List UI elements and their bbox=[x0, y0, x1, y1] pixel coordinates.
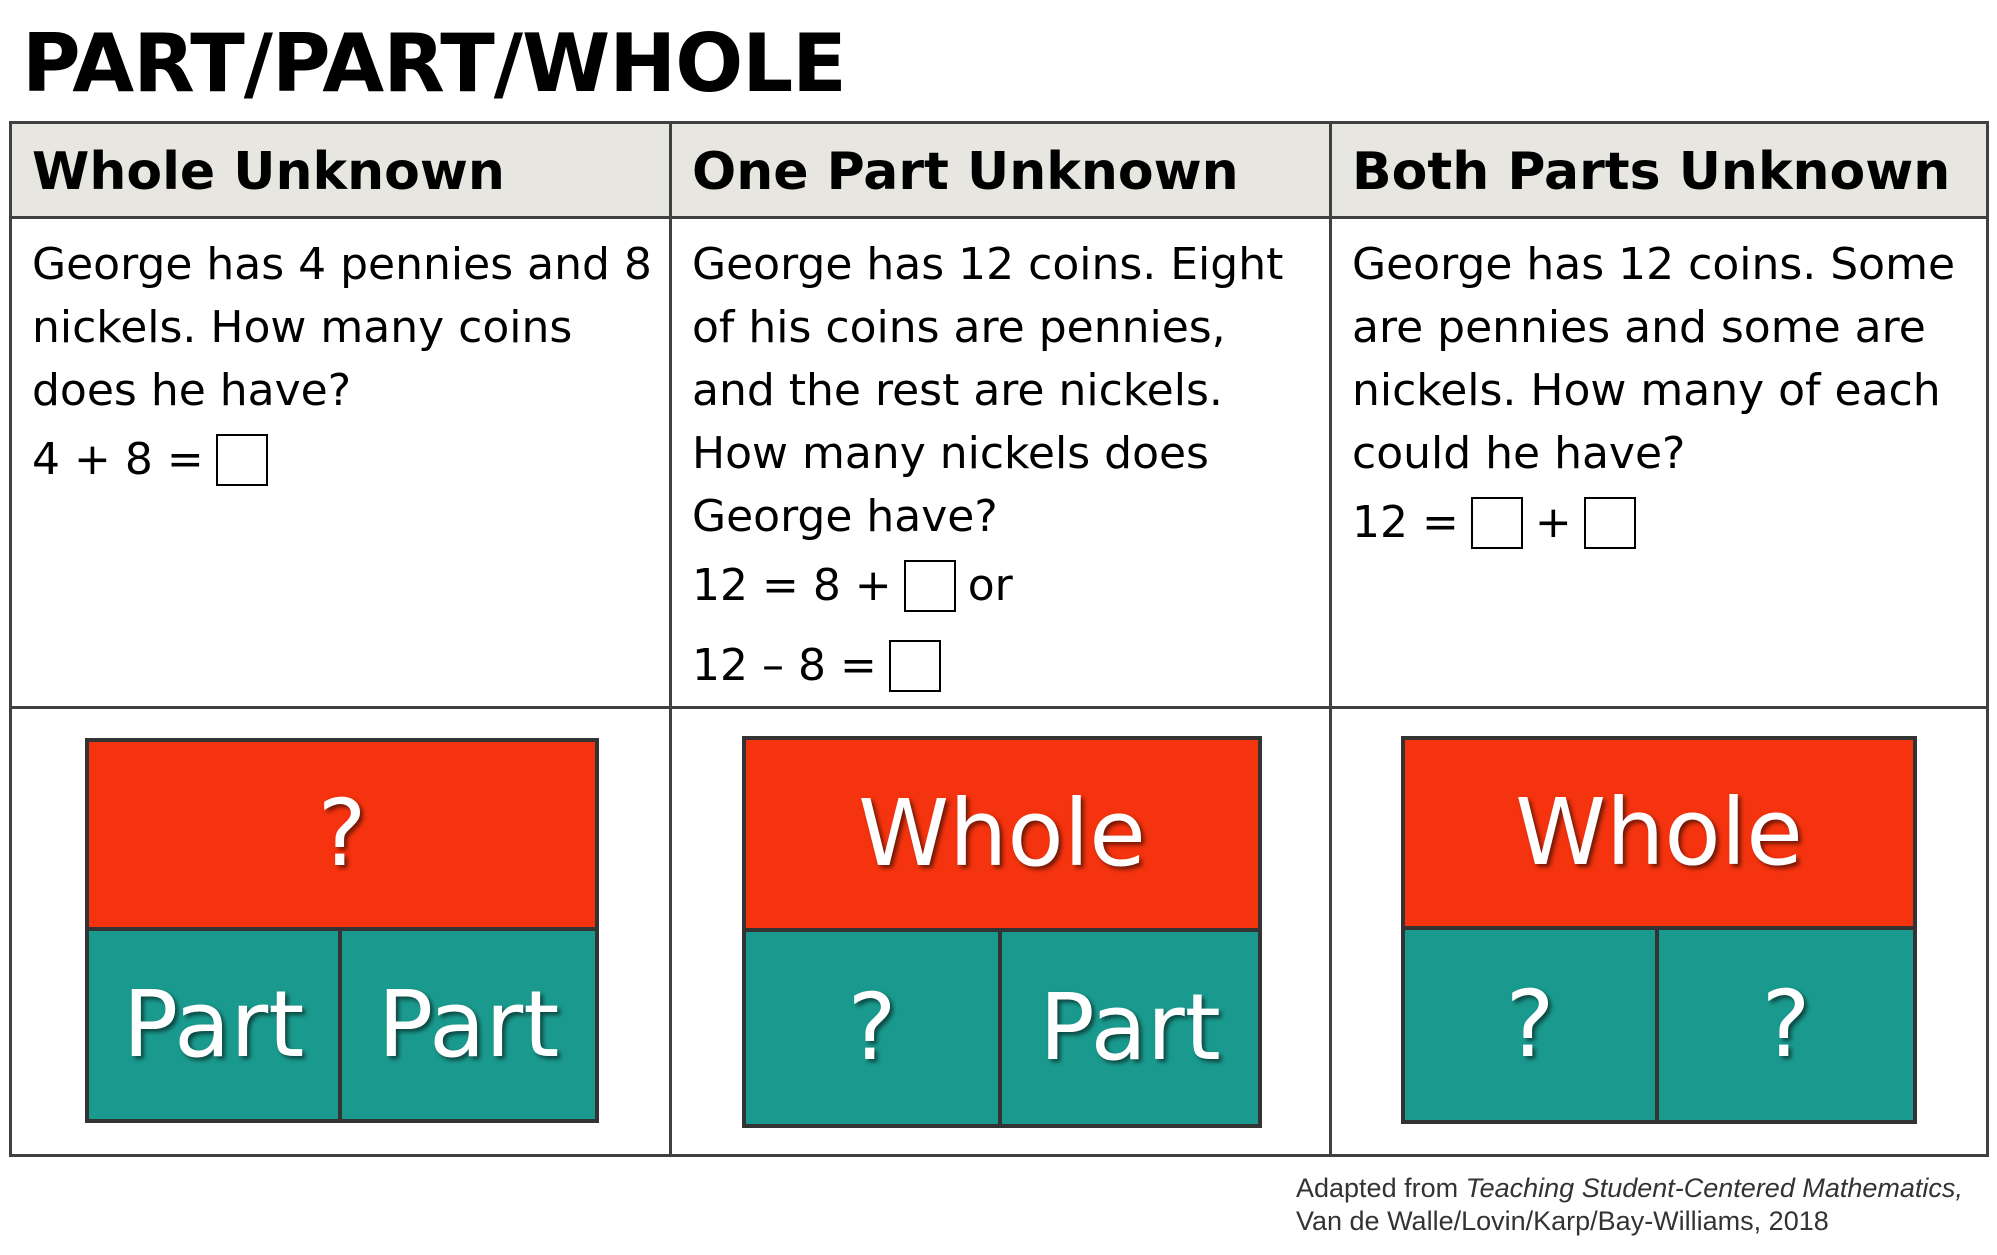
problem-cell-one-part-unknown bbox=[672, 219, 1332, 709]
part-label: Part bbox=[1039, 974, 1221, 1081]
answer-box bbox=[1471, 497, 1523, 549]
equation-text: 12 = 8 + bbox=[692, 560, 892, 611]
answer-box bbox=[216, 434, 268, 486]
equation bbox=[692, 638, 1313, 694]
part-label: ? bbox=[1505, 971, 1555, 1078]
bar-model-diagram bbox=[85, 738, 599, 1123]
part-bar-left bbox=[89, 931, 342, 1120]
answer-box bbox=[904, 560, 956, 612]
answer-box bbox=[1584, 497, 1636, 549]
column-heading: Both Parts Unknown bbox=[1352, 142, 1951, 202]
whole-bar bbox=[1405, 740, 1913, 930]
equation bbox=[32, 432, 653, 488]
part-bar-left bbox=[1405, 930, 1659, 1120]
whole-bar bbox=[89, 742, 595, 931]
equation bbox=[692, 558, 1313, 614]
credit-authors: Van de Walle/Lovin/Karp/Bay-Williams, 2018 bbox=[1296, 1206, 1829, 1236]
equation-text: 12 = bbox=[1352, 497, 1459, 548]
part-bar-right bbox=[1002, 932, 1258, 1124]
part-part-whole-table bbox=[9, 121, 1989, 1157]
whole-bar bbox=[746, 740, 1258, 932]
diagram-cell-both-parts-unknown bbox=[1332, 709, 1986, 1154]
equation-plus: + bbox=[1534, 497, 1572, 548]
part-label: ? bbox=[847, 974, 897, 1081]
page-title: PART/PART/WHOLE bbox=[22, 17, 846, 110]
credit-prefix: Adapted from bbox=[1296, 1173, 1459, 1203]
problem-cell-both-parts-unknown bbox=[1332, 219, 1986, 709]
diagram-cell-whole-unknown bbox=[12, 709, 672, 1154]
header-one-part-unknown bbox=[672, 124, 1332, 219]
part-label: ? bbox=[1761, 971, 1811, 1078]
part-label: Part bbox=[377, 970, 560, 1078]
header-both-parts-unknown bbox=[1332, 124, 1986, 219]
whole-label: Whole bbox=[858, 780, 1146, 887]
problem-text: George has 12 coins. Some are pennies and some are nickels. How many of each could he have? bbox=[1352, 239, 1956, 479]
part-bar-right bbox=[1659, 930, 1913, 1120]
equation-connector: or bbox=[967, 560, 1013, 611]
part-bar-right bbox=[342, 931, 595, 1120]
problem-text: George has 4 pennies and 8 nickels. How many coins does he have? bbox=[32, 239, 652, 416]
credit-book-title: Teaching Student-Centered Mathematics, bbox=[1465, 1173, 1963, 1203]
column-heading: Whole Unknown bbox=[32, 142, 505, 202]
problem-text: George has 12 coins. Eight of his coins are pennies, and the rest are nickels. How many nickels does George have? bbox=[692, 239, 1284, 542]
answer-box bbox=[889, 640, 941, 692]
bar-model-diagram bbox=[742, 736, 1262, 1128]
part-bar-left bbox=[746, 932, 1002, 1124]
part-label: Part bbox=[122, 970, 305, 1078]
problem-cell-whole-unknown bbox=[12, 219, 672, 709]
header-whole-unknown bbox=[12, 124, 672, 219]
source-credit bbox=[1296, 1172, 1986, 1238]
equation-text: 12 – 8 = bbox=[692, 640, 877, 691]
whole-label: Whole bbox=[1515, 779, 1803, 886]
equation bbox=[1352, 495, 1970, 551]
bar-model-diagram bbox=[1401, 736, 1917, 1124]
whole-label: ? bbox=[317, 780, 367, 888]
column-heading: One Part Unknown bbox=[692, 142, 1239, 202]
diagram-cell-one-part-unknown bbox=[672, 709, 1332, 1154]
equation-text: 4 + 8 = bbox=[32, 434, 204, 485]
